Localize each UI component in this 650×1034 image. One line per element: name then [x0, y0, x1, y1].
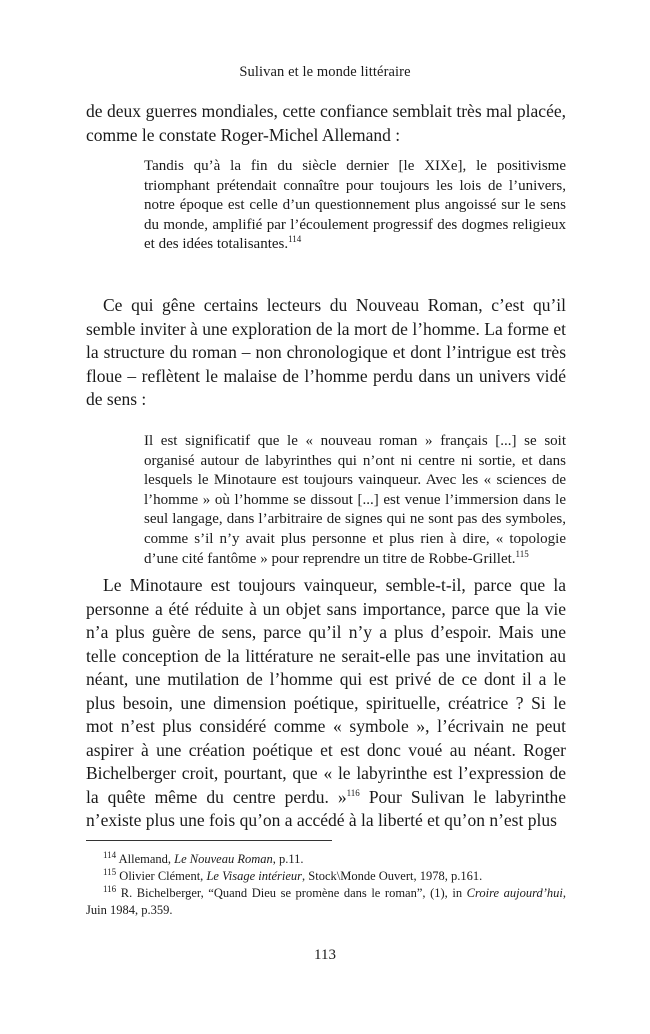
footnote-number: 116: [103, 883, 117, 894]
footnote-title: Le Visage intérieur: [206, 869, 303, 883]
footnote-115: [86, 868, 566, 885]
paragraph-1: [86, 100, 566, 147]
footnote-number: 115: [103, 866, 117, 877]
block-quote-1-text: Tandis qu’à la fin du siècle dernier [le XIXe], le positivisme triomphant prétendait connaître pour toujours les lois de l’univers, notre époque est celle d’un questionnement plus angoissé sur le sens du monde, amplifié par l’écoulement progressif des dogmes religieux et des idées totalisantes.: [144, 158, 566, 253]
paragraph-1-text: de deux guerres mondiales, cette confiance semblait très mal placée, comme le constate Roger-Michel Allemand :: [86, 101, 566, 145]
footnote-text-pre: Allemand,: [116, 852, 175, 866]
footnote-number: 114: [103, 849, 117, 860]
footnotes: [86, 851, 566, 919]
paragraph-3-text-a: Le Minotaure est toujours vainqueur, semble-t-il, parce que la personne a été réduite à un objet sans importance, parce que la vie n’a plus guère de sens, parce qu’il n’y a plus d’espoir. Mais une telle conception de la littérature ne serait-elle pas une invitation au néant, une mutilation de l’homme qui est privé de ce dont il a le plus besoin, une dimension poétique, spirituelle, créatrice ? Si le mot n’est plus considéré comme « symbole », l’écrivain ne peut aspirer à une création poétique et est donc voué au néant. Roger Bichelberger croit, pourtant, que « le labyrinthe est l’expression de la quête même du centre perdu. »: [86, 575, 566, 807]
footnote-title: Croire aujourd’hui: [466, 886, 563, 900]
footnote-title: Le Nouveau Roman: [174, 852, 273, 866]
running-head: Sulivan et le monde littéraire: [239, 64, 411, 80]
footnote-divider: [86, 840, 332, 841]
footnote-text-post: , p.11.: [272, 852, 304, 866]
footnote-text-post: , Stock\Monde Ouvert, 1978, p.161.: [302, 869, 483, 883]
footnote-116: [86, 885, 566, 919]
footnote-ref-114[interactable]: 114: [288, 234, 302, 245]
footnote-text-post: , Juin 1984, p.359.: [86, 886, 566, 917]
paragraph-2: [86, 294, 566, 412]
footnote-114: [86, 851, 566, 868]
footnote-ref-115[interactable]: 115: [515, 548, 529, 559]
footnote-text-pre: Olivier Clément,: [116, 869, 207, 883]
page-number: 113: [314, 947, 336, 963]
paragraph-3: [86, 574, 566, 833]
paragraph-3-text-b: Pour Sulivan le labyrinthe n’existe plus une fois qu’on a accédé à la liberté et qu’on n’est plus: [86, 786, 566, 830]
paragraph-2-text: Ce qui gêne certains lecteurs du Nouveau Roman, c’est qu’il semble inviter à une exploration de la mort de l’homme. La forme et la structure du roman – non chronologique et dont l’intrigue est très floue – reflètent le malaise de l’homme perdu dans un univers vidé de sens :: [86, 295, 566, 409]
footnote-ref-116[interactable]: 116: [346, 787, 360, 798]
block-quote-1: [144, 157, 566, 255]
block-quote-2-text: Il est significatif que le « nouveau roman » français [...] se soit organisé autour de labyrinthes qui n’ont ni centre ni sortie, et dans lesquels le Minotaure est toujours vainqueur. Avec les « sciences de l’homme » où l’homme se dissout [...] est venue l’immersion dans le seul langage, dans l’arbitraire de signes qui ne sont pas des symboles, comme s’il n’y avait plus personne et plus rien à dire, « topologie d’une cité fantôme » pour reprendre un titre de Robbe-Grillet.: [144, 433, 566, 567]
block-quote-2: [144, 432, 566, 569]
footnote-text-pre: R. Bichelberger, “Quand Dieu se promène dans le roman”, (1), in: [116, 886, 467, 900]
